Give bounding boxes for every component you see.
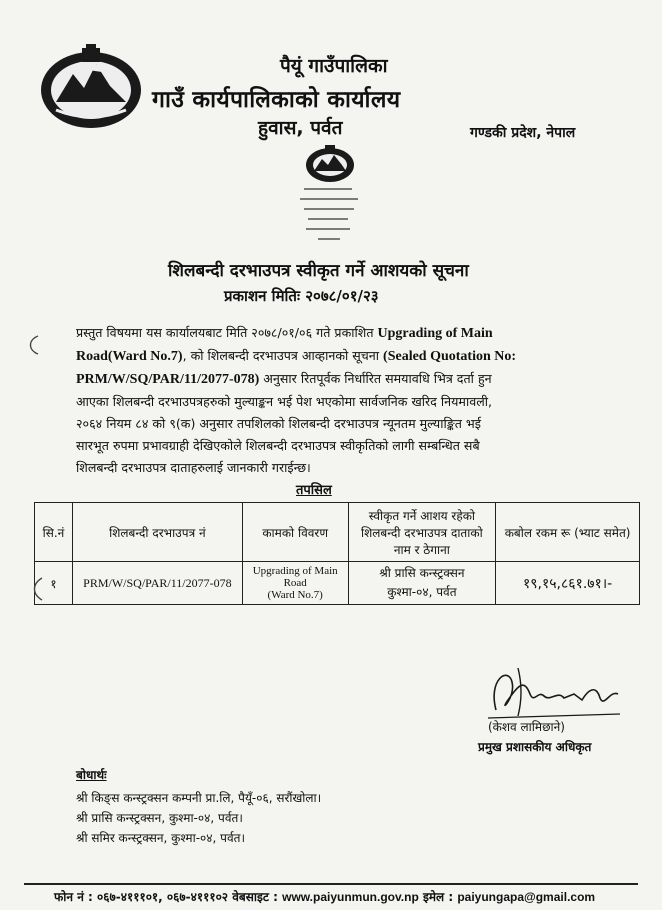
scan-mark-icon <box>30 576 46 602</box>
cc-recipient: श्री किङ्स कन्स्ट्रक्सन कम्पनी प्रा.लि, पैयूँ-०६, सरौंखोला। <box>76 791 322 805</box>
cc-recipient: श्री समिर कन्स्ट्रक्सन, कुश्मा-०४, पर्वत। <box>76 831 246 845</box>
office-location: हुवास, पर्वत <box>258 117 343 139</box>
cc-heading: बोधार्थः <box>76 768 107 782</box>
scan-mark-icon <box>26 334 42 356</box>
municipality-logo-icon <box>38 44 144 130</box>
header-work: कामको विवरण <box>242 503 348 562</box>
cell-quotation-no: PRM/W/SQ/PAR/11/2077-078 <box>72 562 242 605</box>
quotation-table <box>34 502 640 605</box>
publication-date: प्रकाशन मितिः २०७८/०१/२३ <box>224 287 379 305</box>
notice-body <box>76 322 584 479</box>
body-line: Road(Ward No.7), को शिलबन्दी दरभाउपत्र आव्हानको सूचना (Sealed Quotation No: <box>76 348 517 364</box>
header-quotation-no: शिलबन्दी दरभाउपत्र नं <box>72 503 242 562</box>
body-line: आएका शिलबन्दी दरभाउपत्रहरुको मुल्याङ्कन भई पेश भएकोमा सार्वजनिक खरिद नियमावली, <box>76 394 493 409</box>
cell-work: Upgrading of Main Road (Ward No.7) <box>242 562 348 605</box>
signature-icon <box>478 660 628 724</box>
signatory-name: (केशव लामिछाने) <box>488 720 565 734</box>
footer-divider <box>24 883 638 885</box>
office-name: गाउँ कार्यपालिकाको कार्यालय <box>152 87 401 113</box>
body-line: २०६४ नियम ८४ को ९(क) अनुसार तपशिलको शिलबन्दी दरभाउपत्र न्यूनतम मुल्याङ्कित भई <box>76 416 481 431</box>
cc-recipient: श्री प्रासि कन्स्ट्रक्सन, कुश्मा-०४, पर्वत। <box>76 811 243 825</box>
header-bidder: स्वीकृत गर्ने आशय रहेको शिलबन्दी दरभाउपत्र दाताको नाम र ठेगाना <box>348 503 496 562</box>
header-sn: सि.नं <box>35 503 73 562</box>
table-row <box>35 562 640 605</box>
body-line: सारभूत रुपमा प्रभावग्राही देखिएकोले शिलबन्दी दरभाउपत्र स्वीकृतिको लागी सम्बन्धित सबै <box>76 438 480 453</box>
signatory-title: प्रमुख प्रशासकीय अधिकृत <box>478 740 592 754</box>
province-name: गण्डकी प्रदेश, नेपाल <box>470 125 576 141</box>
table-header-row <box>35 503 640 562</box>
header-amount: कबोल रकम रू (भ्याट समेत) <box>496 503 640 562</box>
notice-title: शिलबन्दी दरभाउपत्र स्वीकृत गर्ने आशयको सूचना <box>168 261 469 281</box>
body-line: शिलबन्दी दरभाउपत्र दाताहरुलाई जानकारी गराईन्छ। <box>76 460 311 475</box>
footer-contact: फोन नं : ०६७-४१११०१, ०६७-४१११०२ वेबसाइट : www.paiyunmun.gov.np इमेल : paiyungapa@gmail.com <box>54 890 596 904</box>
body-line: प्रस्तुत विषयमा यस कार्यालयबाट मिति २०७८/०१/०६ गते प्रकाशित Upgrading of Main <box>76 325 493 341</box>
office-seal-icon <box>290 143 370 250</box>
cell-bidder: श्री प्रासि कन्स्ट्रक्सन कुश्मा-०४, पर्वत <box>348 562 496 605</box>
body-line: PRM/W/SQ/PAR/11/2077-078) अनुसार रितपूर्वक निर्धारित समयावधि भित्र दर्ता हुन <box>76 371 492 387</box>
schedule-label: तपसिल <box>296 483 332 498</box>
cell-amount: १९,१५,८६१.७१।- <box>496 562 640 605</box>
cell-sn: १ <box>35 562 73 605</box>
municipality-name: पैयूं गाउँपालिका <box>280 55 388 77</box>
